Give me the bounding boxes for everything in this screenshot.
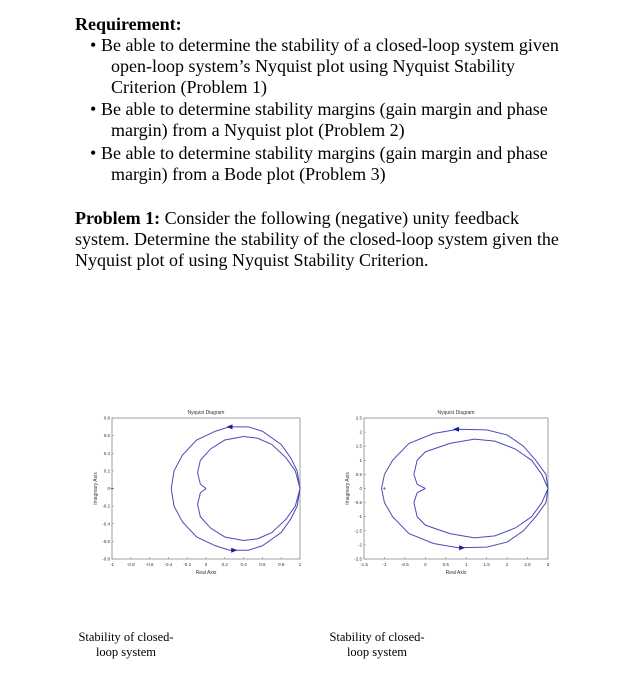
requirement-item-2-line-2: margin) from a Nyquist plot (Problem 2) [111,120,405,140]
requirement-heading: Requirement: [75,14,182,34]
bullet-icon: • [90,143,97,163]
requirement-item-1-line-3: Criterion (Problem 1) [111,77,267,97]
chart-2-x-tick-label: -1.5 [360,562,368,567]
requirement-item-3-line-2: margin) from a Bode plot (Problem 3) [111,164,386,184]
chart-2-y-tick-label: 1.5 [355,443,362,449]
chart-1-x-tick-label: 0.8 [278,562,285,567]
chart-2-x-tick-label: 0 [424,562,427,567]
problem1-label: Problem 1: [75,208,161,228]
caption-right-line-1: Stability of closed- [329,630,425,644]
chart-2-x-tick-label: -1 [382,562,387,567]
chart-1-x-tick-label: 0.2 [221,562,228,567]
bullet-icon: • [90,99,97,119]
chart-1-x-tick-label: 0.6 [259,562,266,567]
chart-2-y-tick-label: 0.5 [355,471,362,477]
chart-1-x-tick-label: 0 [204,562,208,567]
chart-2-x-tick-label: 3 [546,562,550,567]
requirement-item-2-line-1: Be able to determine stability margins (gain margin and phase [101,99,548,119]
caption-right-line-2: loop system [346,645,408,659]
chart-2-y-tick-label: 1 [359,457,362,463]
caption-left [56,630,196,660]
caption-left-line-2: loop system [95,645,157,659]
chart-1-y-tick-label: 0 [107,486,110,491]
chart-1-y-tick-label: -0.4 [102,521,110,527]
chart-1-x-axis-label: Real Axis [195,570,217,576]
chart-2-plot-area [364,418,548,559]
caption-right [307,630,447,660]
chart-2-x-tick-label: -0.5 [401,562,409,567]
problem1-text: Consider the following (negative) unity feedback [160,208,520,228]
chart-1-y-tick-label: -0.6 [102,538,110,544]
chart-2-y-tick-label: -1 [357,514,362,520]
requirement-item-3-line-1: Be able to determine stability margins (gain margin and phase [101,143,548,163]
chart-2-y-tick-label: 0 [359,486,362,491]
chart-2-y-tick-label: 2 [359,429,362,435]
chart-2-x-tick-label: 2 [505,562,509,567]
chart-1-y-axis-label: Imaginary Axis [93,472,99,505]
caption-left-line-1: Stability of closed- [78,630,174,644]
chart-2-title: Nyquist Diagram [437,410,475,416]
chart-2-x-axis-label: Real Axis [445,570,467,576]
chart-1-y-tick-label: 0.8 [103,415,110,421]
chart-1-y-tick-label: -0.2 [102,503,110,509]
chart-1-y-tick-label: 0.2 [103,468,110,474]
chart-1-y-tick-label: 0.4 [103,450,110,456]
chart-2-critical-point-marker: + [382,486,387,493]
chart-1-x-tick-label: -0.6 [145,562,154,567]
chart-2-x-tick-label: 0.5 [442,562,449,567]
chart-1-critical-point-marker: + [110,486,114,493]
chart-1-x-tick-label: -0.8 [126,562,135,567]
chart-1-title: Nyquist Diagram [187,410,225,416]
chart-2-y-tick-label: 2.5 [355,415,362,421]
chart-1-x-tick-label: 0.4 [240,562,247,567]
chart-1-x-tick-label: -1 [109,562,115,567]
chart-2-x-tick-label: 1 [464,562,468,567]
chart-2-y-axis-label: Imaginary Axis [345,472,351,505]
chart-2-y-tick-label: -0.5 [354,500,362,506]
problem1-line-2: system. Determine the stability of the closed-loop system given the [75,229,559,249]
chart-1-x-tick-label: -0.2 [183,562,192,567]
requirement-item-1-line-2: open-loop system’s Nyquist plot using Nyquist Stability [111,56,516,76]
chart-2-x-tick-label: 2.5 [524,562,531,567]
problem1-line-3: Nyquist plot of using Nyquist Stability Criterion. [75,250,429,270]
chart-2-x-tick-label: 1.5 [483,562,490,567]
chart-1-x-tick-label: -0.4 [164,562,173,567]
chart-1-x-tick-label: 1 [298,562,302,567]
requirement-item-1-line-1: Be able to determine the stability of a closed-loop system given [101,35,559,55]
chart-1-y-tick-label: -0.8 [102,556,110,562]
bullet-icon: • [90,35,97,55]
chart-1-y-tick-label: 0.6 [103,433,110,439]
chart-2-y-tick-label: -2 [357,542,362,548]
chart-2-y-tick-label: -2.5 [354,556,362,562]
chart-2-y-tick-label: -1.5 [354,528,362,534]
